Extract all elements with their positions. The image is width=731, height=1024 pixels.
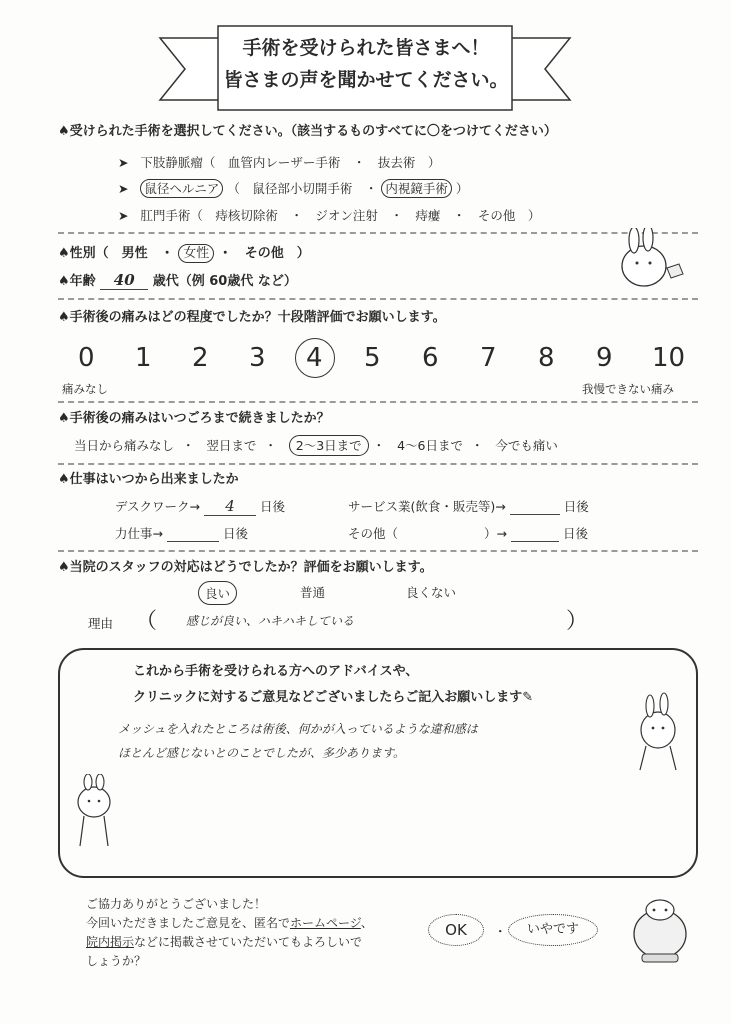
reason-value[interactable]: 感じが良い、ハキハキしている [186,614,355,628]
consent-separator: ・ [494,924,507,939]
reason-close-paren: ） [566,609,589,634]
age-field: ♠年齢 40 歳代（例 60歳代 など） [58,271,297,289]
header-line-1: 手術を受けられた皆さまへ！ [242,37,490,59]
physical-days-field[interactable] [167,526,219,542]
pain-max-label: 我慢できない痛み [582,382,674,396]
pain-scale-5[interactable]: 5 [364,343,381,373]
pain-scale-0[interactable]: 0 [78,343,95,373]
duration-option-none[interactable]: 当日から痛みなし [74,438,175,453]
pain-scale-2[interactable]: 2 [192,343,209,373]
spade-bullet-icon: ♠ [58,246,70,261]
divider [58,232,698,234]
footer-text [86,895,373,971]
pain-scale-6[interactable]: 6 [422,343,439,373]
hernia-option[interactable]: 鼠径ヘルニア [140,179,223,198]
homepage-text: ホームページ [290,916,361,930]
pain-title: ♠手術後の痛みはどの程度でしたか？十段階評価でお願いします。 [58,310,446,325]
arrow-icon: ➤ [118,181,129,196]
footer-line-1: ご協力ありがとうございました！ [86,897,267,911]
rabbit-illustration [620,890,700,970]
divider [58,401,698,403]
duration-option-4-6days[interactable]: 4～6日まで [397,438,463,453]
rabbit-illustration [628,690,688,780]
spade-bullet-icon: ♠ [58,310,70,325]
in-clinic-text: 院内掲示 [86,935,135,949]
advice-box [58,648,698,878]
q1-row-anal: ➤ 肛門手術（ 痔核切除術 ・ ジオン注射 ・ 痔瘻 ・ その他 ） [118,208,541,223]
staff-title: ♠当院のスタッフの対応はどうでしたか？評価をお願いします。 [58,560,433,575]
gender-field: ♠性別（ 男性 ・ 女性 ・ その他 ） [58,246,310,261]
endoscopic-option[interactable]: 内視鏡手術 [381,179,452,198]
header-line-2: 皆さまの声を聞かせてください。 [223,69,509,91]
pain-selected-circle [295,338,335,378]
pain-scale-10[interactable]: 10 [652,343,686,373]
arrow-icon: ➤ [118,155,129,170]
spade-bullet-icon: ♠ [58,274,70,289]
rabbit-illustration [64,774,124,854]
spade-bullet-icon: ♠ [58,411,70,426]
work-physical: 力仕事→ 日後 [115,526,248,541]
reason-open-paren: （ [135,609,158,634]
consent-ok-button[interactable]: OK [428,914,484,946]
advice-line-1[interactable]: メッシュを入れたところは術後、何かが入っているような違和感は [118,722,478,736]
pain-scale-8[interactable]: 8 [538,343,555,373]
work-other: その他（ ）→ 日後 [348,526,588,541]
q1-title: ♠受けられた手術を選択してください。（該当するものすべてに〇をつけてください） [58,124,557,139]
rabbit-illustration [612,228,692,293]
spade-bullet-icon: ♠ [58,472,70,487]
duration-option-nextday[interactable]: 翌日まで [206,438,257,453]
other-days-field[interactable] [511,526,559,542]
q1-row-hernia: ➤ 鼠径ヘルニア （ 鼠径部小切開手術 ・ 内視鏡手術 ） [118,181,469,196]
pencil-icon: ✎ [522,690,534,705]
spade-bullet-icon: ♠ [58,124,70,139]
footer-line-3: 院内掲示などに掲載させていただいてもよろしいで [86,935,363,949]
advice-title-1: これから手術を受けられる方へのアドバイスや、 [133,664,419,679]
service-days-field[interactable] [510,499,560,515]
pain-min-label: 痛みなし [62,382,108,396]
pain-scale-3[interactable]: 3 [249,343,266,373]
header-title [218,32,514,96]
pain-scale-7[interactable]: 7 [480,343,497,373]
work-desk: デスクワーク→ 4 日後 [115,497,285,515]
pain-scale-4[interactable]: 4 [306,343,323,373]
spade-bullet-icon: ♠ [58,560,70,575]
divider [58,550,698,552]
gender-selected[interactable]: 女性 [178,244,214,263]
footer-line-2: 今回いただきましたご意見を、匿名でホームページ、 [86,916,373,930]
duration-title: ♠手術後の痛みはいつごろまで続きましたか？ [58,411,330,426]
divider [58,463,698,465]
age-value[interactable]: 40 [100,271,148,290]
staff-option-bad[interactable]: 良くない [406,585,457,600]
duration-option-2-3days[interactable]: 2～3日まで [289,435,369,456]
reason-label: 理由 [88,616,114,631]
consent-no-button[interactable]: いやです [508,914,598,946]
duration-option-still[interactable]: 今でも痛い [495,438,558,453]
arrow-icon: ➤ [118,208,129,223]
other-job-field[interactable] [402,526,480,541]
pain-scale-9[interactable]: 9 [596,343,613,373]
staff-option-normal[interactable]: 普通 [300,585,326,600]
footer-line-4: しょうか？ [86,954,147,968]
advice-line-2[interactable]: ほとんど感じないとのことでしたが、多少あります。 [118,746,406,760]
work-service: サービス業(飲食・販売等)→ 日後 [348,499,589,514]
duration-options: 当日から痛みなし ・ 翌日まで ・ 2～3日まで ・ 4～6日まで ・ 今でも痛い [74,436,558,454]
pain-scale-1[interactable]: 1 [135,343,152,373]
work-title: ♠仕事はいつから出来ましたか [58,472,239,487]
desk-days-value[interactable]: 4 [204,497,256,516]
q1-row-varicose: ➤ 下肢静脈瘤（ 血管内レーザー手術 ・ 抜去術 ） [118,155,441,170]
divider [58,298,698,300]
staff-option-good[interactable]: 良い [198,581,237,605]
advice-title-2: クリニックに対するご意見などございましたらご記入お願いします✎ [133,690,534,705]
